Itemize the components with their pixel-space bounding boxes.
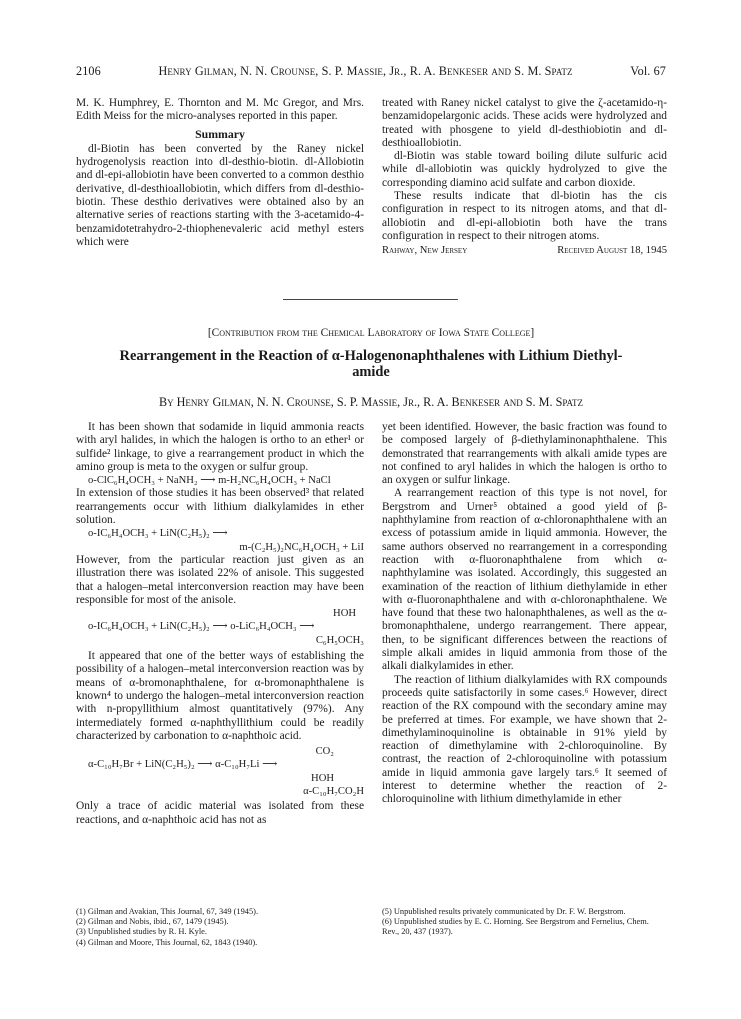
equation-3-reagent: HOH <box>333 608 356 620</box>
running-header <box>76 64 666 79</box>
equation-2a: o-IC₆H₄OCH₃ + LiN(C₂H₅)₂ ⟶ <box>88 528 228 540</box>
equation-4-reagent-2: HOH <box>311 772 334 784</box>
paragraph: However, from the particular reaction just given as an illustration there was isolated 22% of anisole. This suggested that a halogen–metal interconversion reaction may have been responsible for most of the anisole. <box>76 553 364 606</box>
summary-continued: treated with Raney nickel catalyst to give the ζ-acetamido-η-benzamidopelargonic acids. These acids were hydrolyzed and treated with phosgene to yield dl-desthiobiotin and dl-desthioallobiotin. <box>382 97 667 149</box>
summary-heading: Summary <box>195 126 245 141</box>
footnote: (6) Unpublished studies by E. C. Horning. See Bergstrom and Fernelius, Chem. Rev., 20, 437 (1937). <box>382 917 649 937</box>
equation-2b: m-(C₂H₅)₂NC₆H₄OCH₃ + LiI <box>239 541 364 553</box>
paragraph: It has been shown that sodamide in liquid ammonia reacts with aryl halides, in which the halogen is ortho to an ether¹ or sulfide² linkage, to give a rearrangement product in which the amino group is meta to the oxygen or sulfur group. <box>76 421 364 473</box>
footnote: (3) Unpublished studies by R. H. Kyle. <box>76 927 207 937</box>
paragraph: In extension of those studies it has been observed³ that related rearrangements occur with lithium dialkylamides in ether solution. <box>76 487 364 527</box>
equation-4-product: α-C₁₀H₇CO₂H <box>303 786 364 798</box>
paragraph: yet been identified. However, the basic fraction was found to be composed largely of β-diethylaminonaphthalene. This demonstrated that rearrangements with alkali amide types are not confined to aryl halides in which the halogen is ortho to an oxygen or sulfur linkage. <box>382 421 667 487</box>
summary-paragraph: dl-Biotin has been converted by the Raney nickel hydrogenolysis reaction into dl-desthio-biotin. dl-Allobiotin and dl-epi-allobiotin have been converted to a common desthio derivative, dl-desthioallobiotin, which differs from dl-desthio-biotin. These desthio derivatives were obtained also by an alternative series of reactions starting with the 3-acetamido-4-benzamidotetrahydro-2-thiophenevaleric acid methyl esters which were <box>76 142 364 248</box>
equation-4: α-C₁₀H₇Br + LiN(C₂H₅)₂ ⟶ α-C₁₀H₇Li ⟶ <box>88 759 278 771</box>
summary-paragraph-2: dl-Biotin was stable toward boiling dilute sulfuric acid while dl-allobiotin was quickly hydrolyzed to give the corresponding diamino acid sulfate and carbon dioxide. <box>382 150 667 189</box>
article-left-column <box>76 421 364 827</box>
page-number: 2106 <box>76 64 101 78</box>
byline: By Henry Gilman, N. N. Crounse, S. P. Massie, Jr., R. A. Benkeser and S. M. Spatz <box>158 395 584 409</box>
footnote: (4) Gilman and Moore, This Journal, 62, 1843 (1940). <box>76 937 258 947</box>
article-right-column <box>382 421 667 807</box>
prev-article-left-column <box>76 97 364 249</box>
contribution-line: [Contribution from the Chemical Laboratory of Iowa State College] <box>207 327 535 339</box>
summary-paragraph-3: These results indicate that dl-biotin has the cis configuration in respect to its nitrogen atoms, and that dl-allobiotin and dl-epi-allobiotin both have the trans configuration in respect to their nitrogen atoms. <box>382 190 667 242</box>
footnote: (2) Gilman and Nobis, ibid., 67, 1479 (1945). <box>76 917 229 927</box>
paragraph: A rearrangement reaction of this type is not novel, for Bergstrom and Urner⁵ obtained a good yield of β-naphthylamine from reaction of α-chloronaphthalene with an excess of potassium amide in liquid ammonia. However, the same authors observed no rearrangement in a corresponding reaction with α-fluoronaphthalene from which α-naphthylamine was isolated. Accordingly, this suggested an examination of the reaction of lithium diethylamide in ether with α-fluoronaphthalene and with α-chloronaphthalene. We have found that these two halonaphthalenes, as well as the α-bromonaphthalene, undergo rearrangement. There appear, then, to be significant differences between the reactions of simple alkali amides in liquid ammonia from those of the alkali dialkylamides in ether. <box>382 487 667 673</box>
equation-3: o-IC₆H₄OCH₃ + LiN(C₂H₅)₂ ⟶ o-LiC₆H₄OCH₃ ⟶ <box>88 621 315 633</box>
volume-number: Vol. 67 <box>630 64 666 78</box>
title-line-1: Rearrangement in the Reaction of α-Halogenonaphthalenes with Lithium Diethyl- <box>119 348 623 364</box>
equation-3-product: C₆H₅OCH₃ <box>315 634 364 646</box>
location: Rahway, New Jersey <box>382 245 468 257</box>
equation-1: o-ClC₆H₄OCH₃ + NaNH₂ ⟶ m-H₂NC₆H₄OCH₃ + NaCl <box>88 475 331 487</box>
equation-4-reagent: CO₂ <box>315 746 334 758</box>
article-title <box>76 348 666 380</box>
received-date: Received August 18, 1945 <box>557 245 667 257</box>
title-line-2: amide <box>352 364 390 380</box>
footnotes-left <box>76 907 364 948</box>
paragraph: It appeared that one of the better ways of establishing the possibility of a halogen–metal interconversion reaction was by means of α-bromonaphthalene, for α-bromonaphthalene is known⁴ to undergo the halogen–metal interconversion reaction with n-propyllithium almost quantitatively (97%). Any intermediately formed α-naphthyllithium could be readily characterized by carbonation to α-naphthoic acid. <box>76 650 364 742</box>
prev-article-right-column <box>382 97 667 258</box>
paragraph: The reaction of lithium dialkylamides with RX compounds proceeds quite satisfactorily in some cases.⁶ However, direct reaction of the RX compound with the secondary amine may be preferred at times. For example, we have shown that 2-dimethylaminoquinoline is obtainable in 91% yield by reaction of dimethylamine with 2-chloroquinoline. By contrast, the reaction of 2-chloroquinoline with potassium amide in liquid ammonia gave largely tars.⁶ It seemed of interest to determine whether the reaction of 2-chloroquinoline with lithium dimethylamide in ether <box>382 673 667 806</box>
paragraph: Only a trace of acidic material was isolated from these reactions, and α-naphthoic acid has not as <box>76 800 364 826</box>
divider-rule <box>283 299 458 300</box>
footnotes-right <box>382 907 667 938</box>
footnote: (1) Gilman and Avakian, This Journal, 67, 349 (1945). <box>76 907 259 916</box>
acknowledgment: M. K. Humphrey, E. Thornton and M. Mc Gregor, and Mrs. Edith Meiss for the micro-analyses reported in this paper. <box>76 97 364 123</box>
running-authors: Henry Gilman, N. N. Crounse, S. P. Massie, Jr., R. A. Benkeser and S. M. Spatz <box>158 64 573 78</box>
signature-line <box>382 244 667 257</box>
footnote: (5) Unpublished results privately communicated by Dr. F. W. Bergstrom. <box>382 907 626 916</box>
